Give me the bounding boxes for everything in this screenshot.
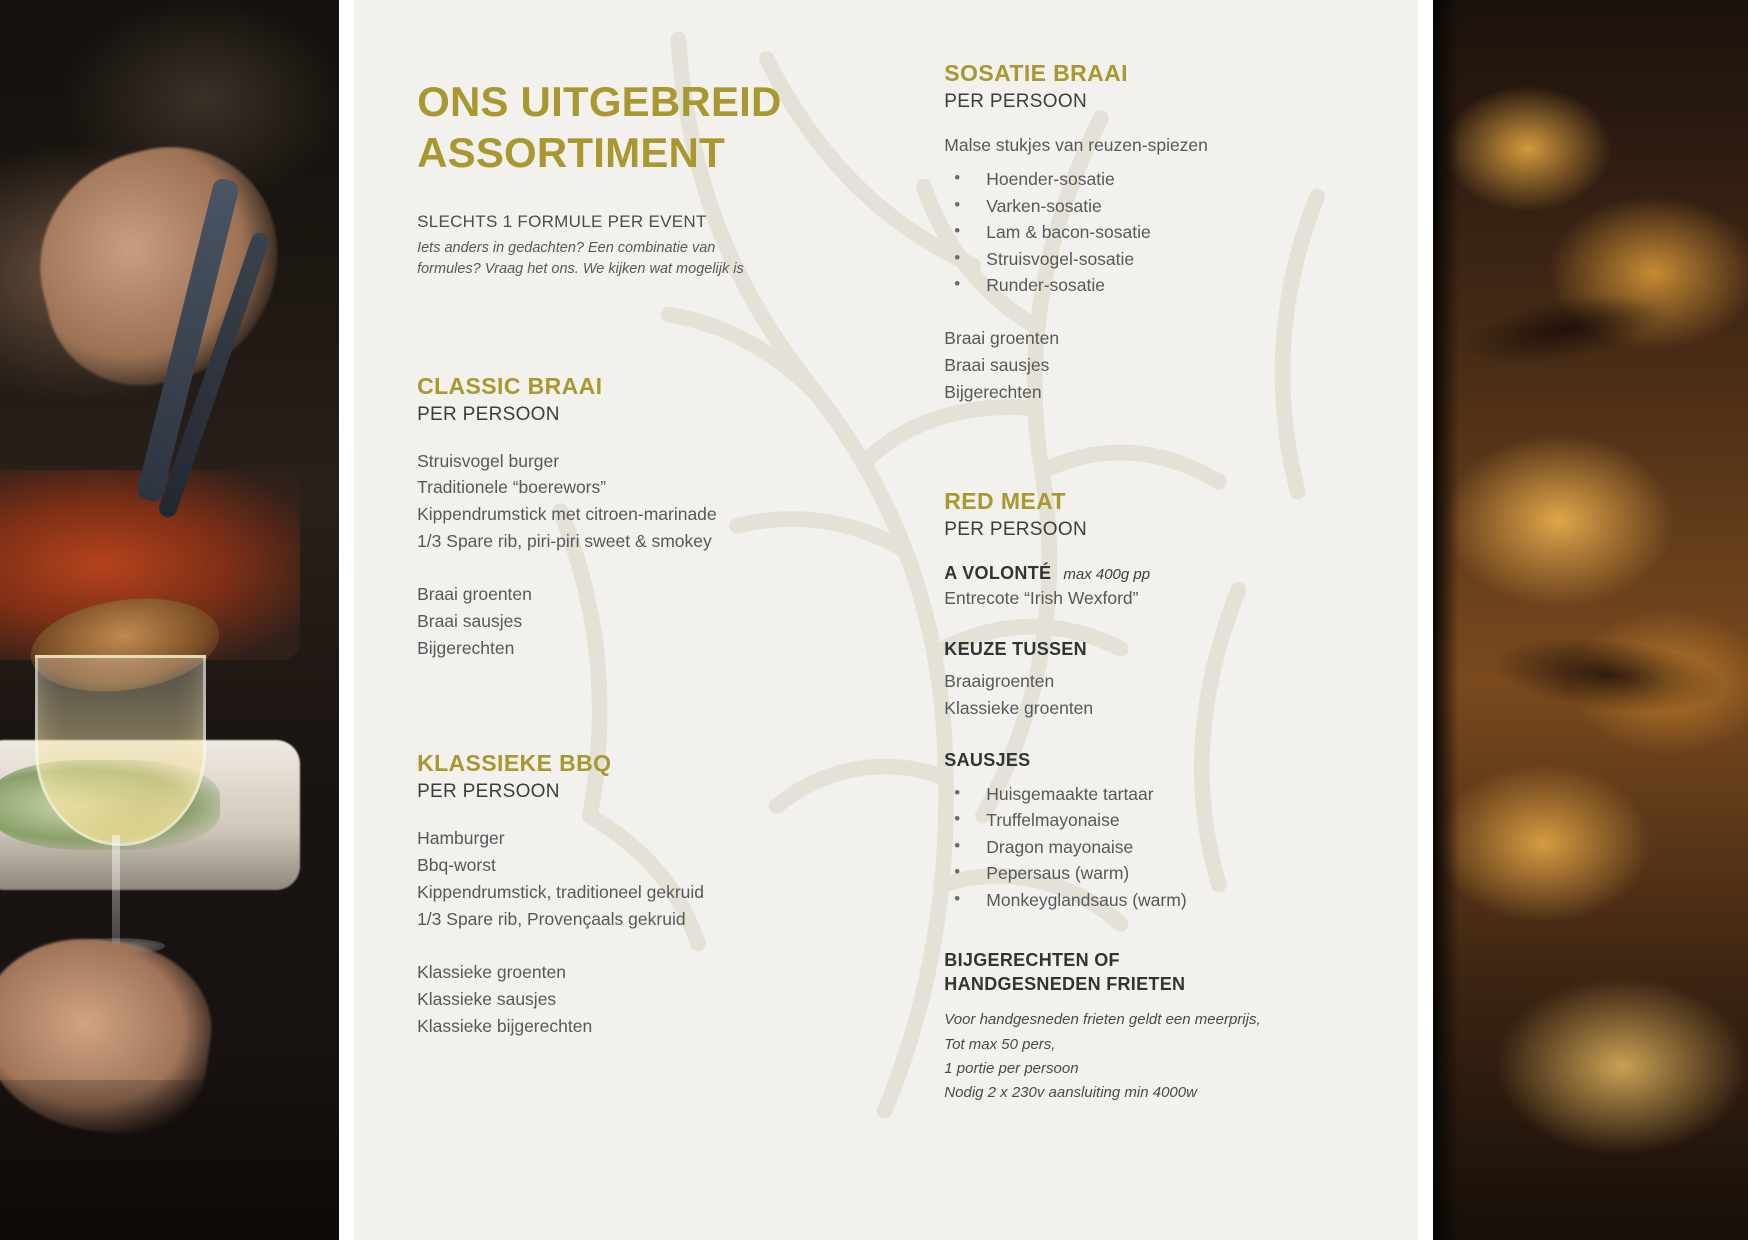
list-item: Kippendrumstick, traditioneel gekruid — [417, 881, 705, 902]
fineprint-line: Tot max 50 pers, — [944, 1035, 1056, 1053]
sosatie-extras — [944, 325, 1378, 406]
a-volonte-note: max 400g pp — [1063, 565, 1151, 583]
list-item: Kippendrumstick met citroen-marinade — [417, 504, 717, 525]
section-title: RED MEAT — [944, 487, 1066, 514]
list-item: Traditionele “boerewors” — [417, 477, 607, 498]
fineprint-line: 1 portie per persoon — [944, 1059, 1079, 1077]
keuze-items — [944, 668, 1378, 722]
column-left — [354, 0, 886, 1240]
list-item: Braaigroenten — [944, 670, 1055, 691]
list-item: • Huisgemaakte tartaar — [944, 781, 1378, 808]
section-subtitle: PER PERSOON — [944, 518, 1087, 540]
list-item: • Hoender-sosatie — [944, 166, 1378, 193]
sausjes-bullets — [944, 781, 1378, 914]
section-title: SOSATIE BRAAI — [944, 60, 1128, 86]
section-extras — [417, 581, 846, 662]
list-item: Bbq-worst — [417, 855, 496, 875]
right-photo — [1433, 0, 1748, 1240]
list-item: Bijgerechten — [417, 638, 515, 659]
column-right — [886, 0, 1418, 1240]
wine-glass-bowl — [35, 655, 206, 846]
list-item: Braai sausjes — [944, 354, 1050, 375]
list-item: Klassieke bijgerechten — [417, 1015, 593, 1036]
list-item: Braai sausjes — [417, 611, 523, 632]
list-item: • Struisvogel-sosatie — [944, 246, 1378, 273]
bijgerechten-fineprint — [944, 1008, 1378, 1105]
section-subtitle: PER PERSOON — [417, 403, 560, 425]
list-item: Klassieke sausjes — [417, 988, 557, 1009]
section-lead: Malse stukjes van reuzen-spiezen — [944, 135, 1208, 155]
left-photo — [0, 0, 339, 1240]
sosatie-bullets — [944, 166, 1378, 299]
wine-glass-stem — [112, 835, 120, 945]
section-items — [417, 825, 846, 933]
keuze-tussen-label: KEUZE TUSSEN — [944, 638, 1087, 659]
section-items — [417, 448, 846, 556]
page-gutter-right — [1418, 0, 1433, 1240]
page-subtitle: SLECHTS 1 FORMULE PER EVENT — [417, 212, 707, 232]
page-subtitle-note: Iets anders in gedachten? Een combinatie van formules? Vraag het ons. We kijken wat mogelijk is — [417, 240, 744, 278]
section-red-meat — [944, 488, 1378, 1106]
a-volonte-row — [944, 563, 1378, 584]
list-item: • Dragon mayonaise — [944, 834, 1378, 861]
fineprint-line: Voor handgesneden frieten geldt een meerprijs, — [944, 1011, 1261, 1029]
section-title: CLASSIC BRAAI — [417, 372, 603, 399]
list-item: • Lam & bacon-sosatie — [944, 219, 1378, 246]
section-title: KLASSIEKE BBQ — [417, 750, 612, 777]
section-extras — [417, 959, 846, 1040]
list-item: • Runder-sosatie — [944, 272, 1378, 299]
section-classic-braai — [417, 373, 846, 663]
sausjes-label: SAUSJES — [944, 749, 1031, 770]
content-area — [354, 0, 1418, 1240]
list-item: • Truffelmayonaise — [944, 807, 1378, 834]
list-item: Klassieke groenten — [944, 697, 1094, 718]
list-item: Klassieke groenten — [417, 961, 566, 982]
list-item: • Varken-sosatie — [944, 193, 1378, 220]
fineprint-line: Nodig 2 x 230v aansluiting min 4000w — [944, 1084, 1197, 1102]
list-item: Braai groenten — [944, 327, 1060, 348]
a-volonte-item: Entrecote “Irish Wexford” — [944, 587, 1139, 608]
bijgerechten-label-line2: HANDGESNEDEN FRIETEN — [944, 973, 1186, 994]
chicken-pieces-shape — [1433, 0, 1748, 1240]
page-title: ONS UITGEBREID ASSORTIMENT — [417, 78, 782, 177]
page-gutter-left — [339, 0, 354, 1240]
list-item: 1/3 Spare rib, piri-piri sweet & smokey — [417, 531, 712, 552]
a-volonte-label: A VOLONTÉ — [944, 562, 1052, 583]
section-subtitle: PER PERSOON — [944, 91, 1087, 112]
list-item: Braai groenten — [417, 584, 532, 605]
list-item: • Monkeyglandsaus (warm) — [944, 887, 1378, 914]
tray-edge-shadow — [1433, 0, 1459, 1240]
section-sosatie-braai — [944, 60, 1378, 406]
section-subtitle: PER PERSOON — [417, 781, 560, 803]
section-klassieke-bbq — [417, 750, 846, 1040]
list-item: Bijgerechten — [944, 381, 1042, 402]
list-item: Hamburger — [417, 828, 505, 849]
bijgerechten-label-line1: BIJGERECHTEN OF — [944, 949, 1120, 970]
bijgerechten-label — [944, 948, 1378, 997]
list-item: • Pepersaus (warm) — [944, 860, 1378, 887]
table-shadow — [0, 1080, 339, 1240]
list-item: 1/3 Spare rib, Provençaals gekruid — [417, 908, 686, 929]
list-item: Struisvogel burger — [417, 450, 560, 471]
